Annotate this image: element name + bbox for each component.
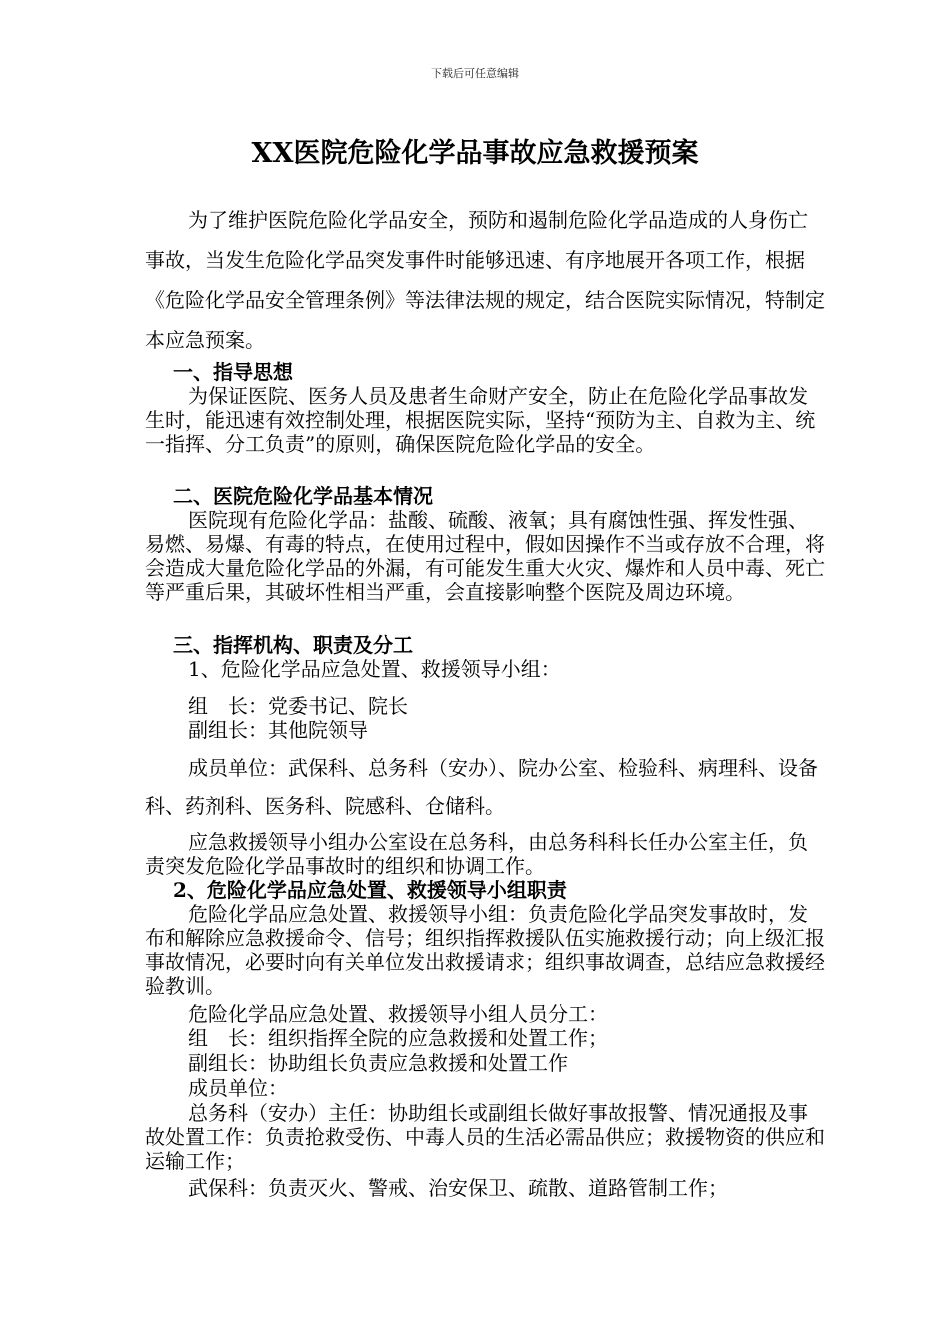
deputy-line: 副组长：其他院领导 (188, 718, 368, 742)
section-1-body: 为保证医院、医务人员及患者生命财产安全，防止在危险化学品事故发生时，能迅速有效控制处理，根据医院实际，坚持“预防为主、自救为主、统一指挥、分工负责”的原则，确保医院危险化学品的安全。 (145, 384, 816, 456)
page-header-note: 下载后可任意编辑 (431, 67, 519, 80)
document-title: XX医院危险化学品事故应急救援预案 (251, 138, 699, 169)
section-3-sub2: 2、危险化学品应急处置、救援领导小组职责 (173, 878, 567, 902)
general-affairs-paragraph: 总务科（安办）主任：协助组长或副组长做好事故报警、情况通报及事故处置工作：负责抢救受伤、中毒人员的生活必需品供应；救援物资的供应和运输工作； (145, 1101, 825, 1173)
duties-paragraph: 危险化学品应急处置、救援领导小组：负责危险化学品突发事故时，发布和解除应急救援命令、信号；组织指挥救援队伍实施救援行动；向上级汇报事故情况，必要时向有关单位发出救援请求；组织事故调查，总结应急救援经验教训。 (145, 902, 825, 998)
office-paragraph: 应急救援领导小组办公室设在总务科，由总务科科长任办公室主任，负责突发危险化学品事故时的组织和协调工作。 (145, 830, 808, 878)
section-2-body: 医院现有危险化学品：盐酸、硫酸、液氧；具有腐蚀性强、挥发性强、易燃、易爆、有毒的特点，在使用过程中，假如因操作不当或存放不合理，将会造成大量危险化学品的外漏，有可能发生重大火灾、爆炸和人员中毒、死亡等严重后果，其破坏性相当严重，会直接影响整个医院及周边环境。 (145, 508, 825, 604)
division-leader-line: 组 长：组织指挥全院的应急救援和处置工作； (188, 1026, 608, 1050)
intro-paragraph: 为了维护医院危险化学品安全，预防和遏制危险化学品造成的人身伤亡事故，当发生危险化学品突发事件时能够迅速、有序地展开各项工作，根据《危险化学品安全管理条例》等法律法规的规定，结合医院实际情况，特制定本应急预案。 (145, 208, 825, 352)
section-3-sub1: 1、危险化学品应急处置、救援领导小组： (188, 657, 561, 681)
division-members-line: 成员单位： (188, 1076, 288, 1100)
members-paragraph: 成员单位：武保科、总务科（安办）、院办公室、检验科、病理科、设备科、药剂科、医务科、院感科、仓储科。 (145, 756, 818, 818)
security-line: 武保科：负责灭火、警戒、治安保卫、疏散、道路管制工作； (188, 1176, 728, 1200)
leader-line: 组 长：党委书记、院长 (188, 694, 408, 718)
section-2-heading: 二、医院危险化学品基本情况 (173, 484, 433, 508)
section-1-heading: 一、指导思想 (173, 360, 293, 384)
division-deputy-line: 副组长：协助组长负责应急救援和处置工作 (188, 1051, 568, 1075)
division-line: 危险化学品应急处置、救援领导小组人员分工： (188, 1002, 608, 1026)
section-3-heading: 三、指挥机构、职责及分工 (173, 633, 413, 657)
